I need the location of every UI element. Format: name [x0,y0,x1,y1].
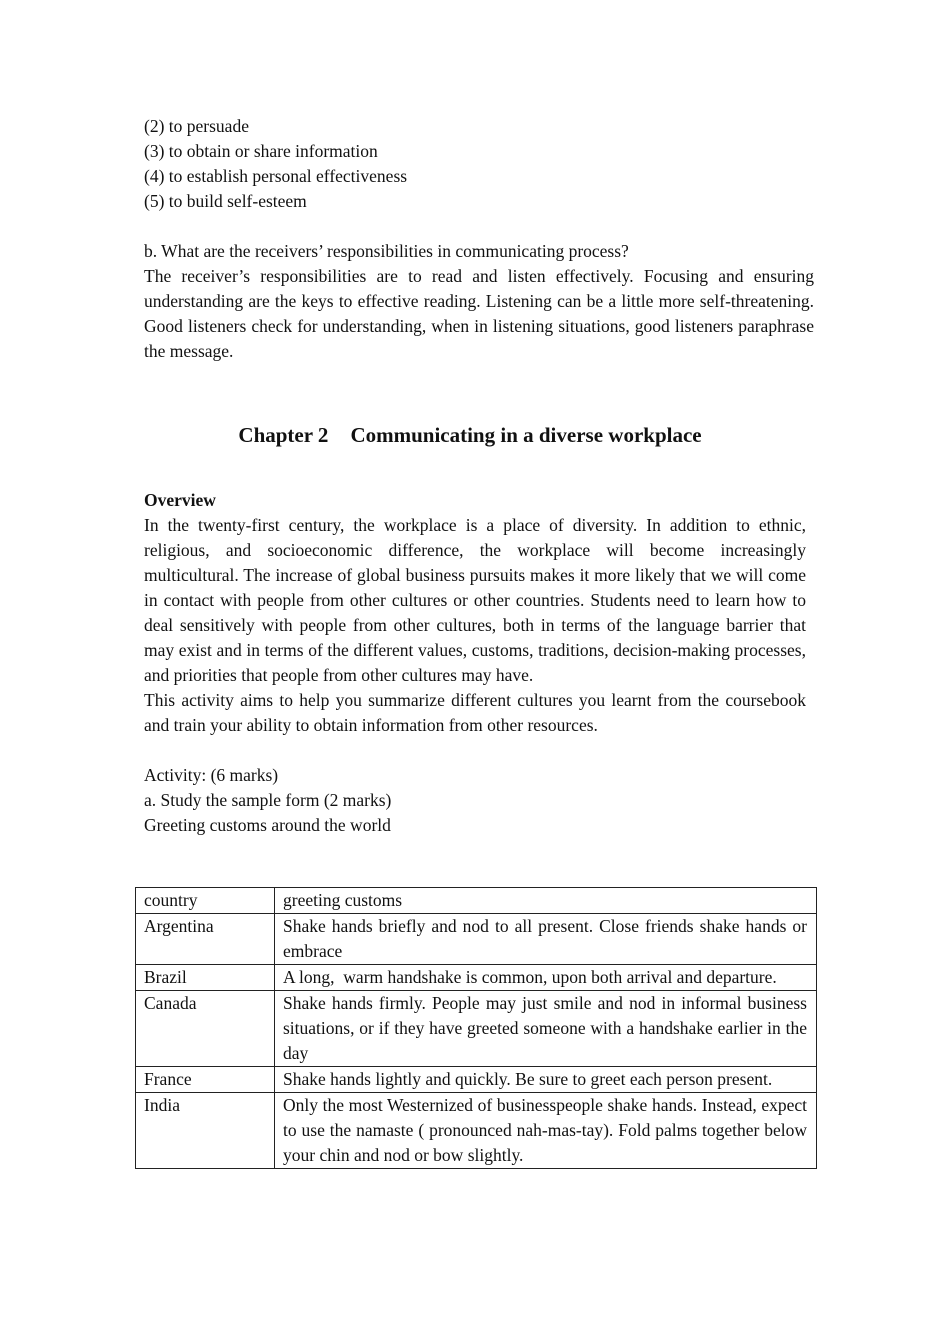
country-cell: India [136,1093,275,1169]
overview-paragraph: In the twenty-first century, the workplace is a place of diversity. In addition to ethnic, religious, and socioeconomic difference, the workplace will become increasingly multicultural. The increase of global business pursuits makes it more likely that we will come in contact with people from other cultures or other countries. Students need to learn how to deal sensitively with people from other cultures, both in terms of the language barrier that may exist and in terms of the different values, customs, traditions, decision-making processes, and priorities that people from other cultures may have. [144,515,806,685]
custom-cell: Shake hands firmly. People may just smile and nod in informal business situations, or if they have greeted someone with a handshake earlier in the day [275,991,817,1067]
list-item: (5) to build self-esteem [144,191,307,211]
spacer [144,364,806,423]
list-item: (3) to obtain or share information [144,141,378,161]
country-cell: Argentina [136,914,275,965]
custom-cell: Only the most Westernized of businesspeople shake hands. Instead, expect to use the namaste ( pronounced nah-mas-tay). Fold palms together below your chin and nod or bow slightly. [275,1093,817,1169]
country-cell: Canada [136,991,275,1067]
greeting-customs-table [135,887,817,1169]
spacer [144,448,806,488]
table-row [136,991,817,1067]
country-cell: Brazil [136,965,275,991]
table-caption: Greeting customs around the world [144,815,391,835]
table-row [136,914,817,965]
spacer [144,214,806,239]
table-row [136,965,817,991]
chapter-number: Chapter 2 [238,423,329,447]
table-row [136,1093,817,1169]
spacer [144,738,806,763]
document-page [144,114,814,838]
custom-cell: Shake hands briefly and nod to all present. Close friends shake hands or embrace [275,914,817,965]
list-item: (4) to establish personal effectiveness [144,166,408,186]
list-item: (2) to persuade [144,116,249,136]
column-header-customs: greeting customs [275,888,817,914]
custom-cell: A long, warm handshake is common, upon both arrival and departure. [275,965,817,991]
overview-heading: Overview [144,490,216,510]
question-b: b. What are the receivers’ responsibilities in communicating process? [144,241,629,261]
chapter-title: Communicating in a diverse workplace [350,423,702,447]
table-header-row [136,888,817,914]
custom-cell: Shake hands lightly and quickly. Be sure to greet each person present. [275,1067,817,1093]
activity-heading: Activity: (6 marks) [144,765,279,785]
column-header-country: country [136,888,275,914]
chapter-heading [134,423,806,448]
country-cell: France [136,1067,275,1093]
table-row [136,1067,817,1093]
question-b-answer: The receiver’s responsibilities are to read and listen effectively. Focusing and ensuring understanding are the keys to effective reading. Listening can be a little more self-threatening. Good listeners check for understanding, when in listening situations, good listeners paraphrase the message. [144,266,814,361]
activity-part-a: a. Study the sample form (2 marks) [144,790,392,810]
overview-paragraph-2: This activity aims to help you summarize different cultures you learnt from the coursebook and train your ability to obtain information from other resources. [144,690,806,735]
